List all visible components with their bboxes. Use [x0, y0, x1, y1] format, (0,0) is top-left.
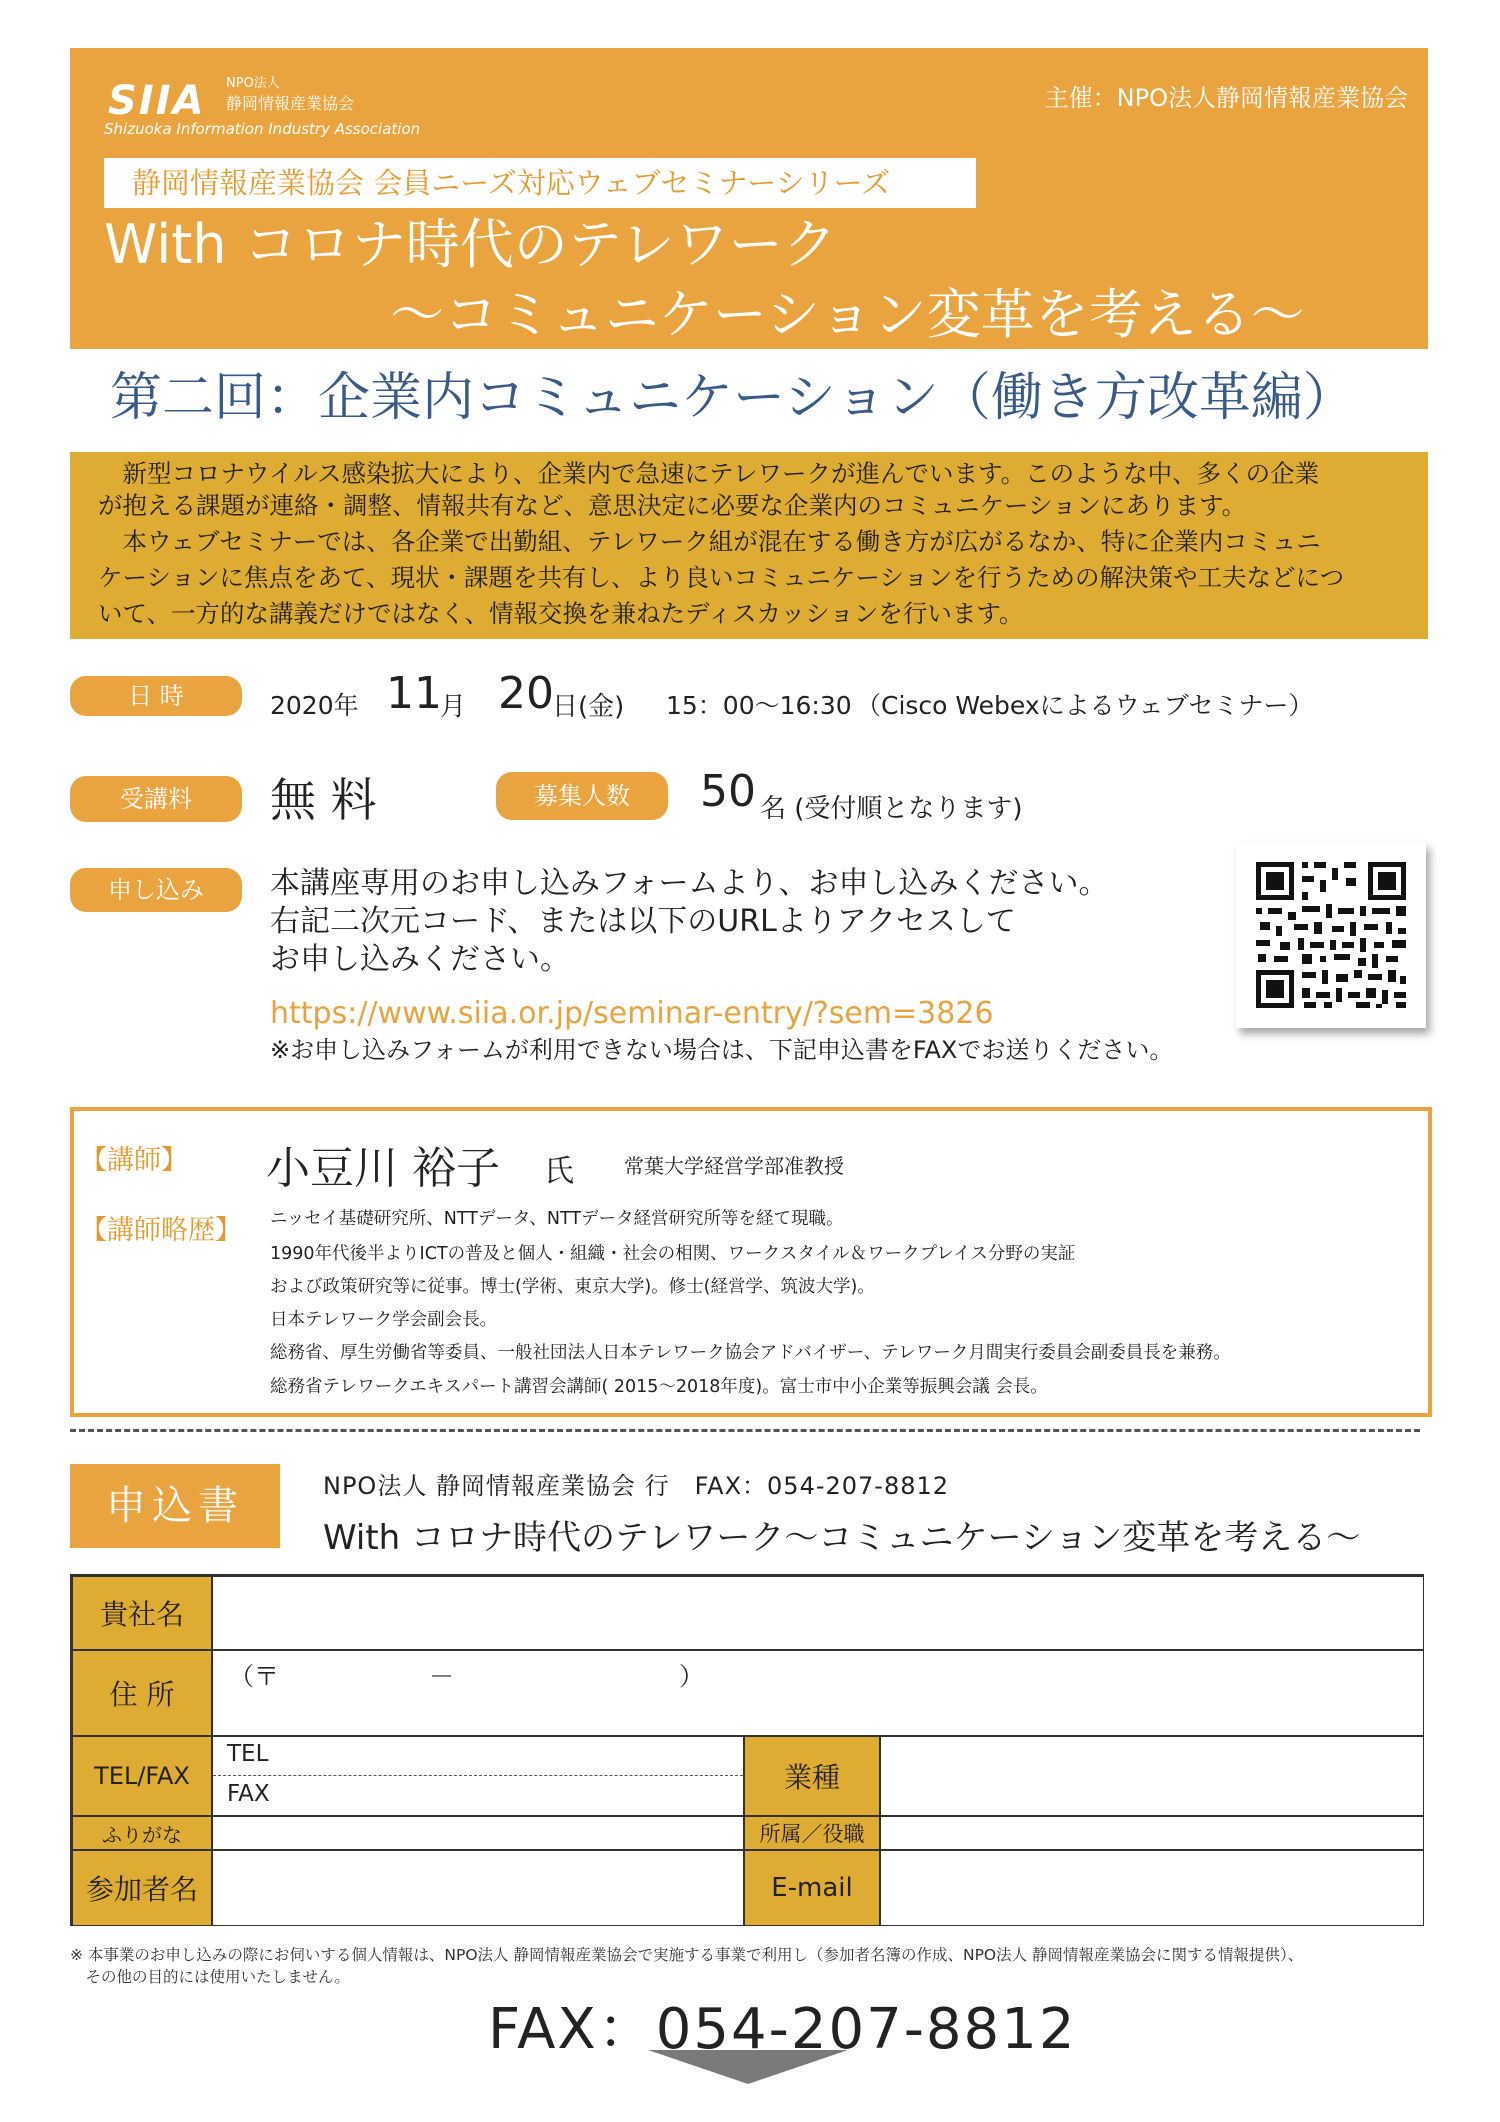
application-seminar-title: With コロナ時代のテレワーク～コミュニケーション変革を考える～ — [323, 1518, 1361, 1558]
lecturer-bio-line: 総務省、厚生労働省等委員、一般社団法人日本テレワーク協会アドバイザー、テレワーク月間実行委員会副委員長を兼務。 — [270, 1343, 1231, 1363]
dept-input[interactable] — [880, 1816, 1424, 1850]
postal-code-placeholder: （〒 － ） — [229, 1662, 705, 1691]
intro-text: 新型コロナウイルス感染拡大により、企業内で急速にテレワークが進んでいます。このような中、多くの企業 — [98, 459, 1320, 488]
apply-text: 右記二次元コード、または以下のURLよりアクセスして — [270, 904, 1016, 939]
lecturer-bio-line: ニッセイ基礎研究所、NTTデータ、NTTデータ経営研究所等を経て現職。 — [270, 1209, 844, 1229]
cut-line-divider — [70, 1429, 1420, 1432]
privacy-note-line: ※ 本事業のお申し込みの際にお伺いする個人情報は、NPO法人 静岡情報産業協会で実施する事業で利用し（参加者名簿の作成、NPO法人 静岡情報産業協会に関する情報提供）、 — [70, 1946, 1304, 1964]
lecturer-bio-line: 日本テレワーク学会副会長。 — [270, 1310, 498, 1330]
email-label: E-mail — [744, 1850, 880, 1926]
fee-label: 受講料 — [70, 776, 242, 822]
tel-label: TEL — [227, 1741, 269, 1767]
telfax-label: TEL/FAX — [72, 1736, 212, 1816]
application-recipient: NPO法人 静岡情報産業協会 行 FAX：054-207-8812 — [323, 1472, 950, 1500]
datetime-time: 15：00～16:30 — [666, 691, 852, 720]
apply-text: 本講座専用のお申し込みフォームより、お申し込みください。 — [270, 866, 1109, 901]
apply-text: お申し込みください。 — [270, 942, 570, 977]
capacity-suffix: 名 (受付順となります) — [760, 794, 1023, 824]
privacy-note-line: その他の目的には使用いたしません。 — [70, 1968, 350, 1986]
fee-value: 無 料 — [270, 773, 377, 827]
intro-text: いて、一方的な講義だけではなく、情報交換を兼ねたディスカッションを行います。 — [98, 599, 1024, 628]
down-arrow-icon — [648, 2050, 848, 2084]
intro-text: ケーションに焦点をあて、現状・課題を共有し、より良いコミュニケーションを行うための解決策や工夫などにつ — [98, 563, 1345, 592]
apply-label: 申し込み — [70, 868, 242, 912]
lecturer-name: 小豆川 裕子 — [266, 1143, 500, 1194]
application-form-table — [70, 1574, 1424, 1926]
organizer: 主催：NPO法人静岡情報産業協会 — [1044, 84, 1408, 112]
participant-label: 参加者名 — [72, 1850, 212, 1926]
main-title-line2: ～コミュニケーション変革を考える～ — [390, 283, 1305, 346]
lecturer-bio-line: 1990年代後半よりICTの普及と個人・組織・社会の相関、ワークスタイル＆ワークプレイス分野の実証 — [270, 1244, 1076, 1264]
furigana-label: ふりがな — [72, 1816, 212, 1850]
participant-input[interactable] — [212, 1850, 744, 1926]
address-label: 住 所 — [72, 1650, 212, 1736]
industry-input[interactable] — [880, 1736, 1424, 1816]
intro-box — [70, 452, 1428, 639]
lecturer-label: 【講師】 — [80, 1145, 188, 1176]
capacity-label: 募集人数 — [496, 772, 668, 820]
lecturer-affiliation: 常葉大学経営学部准教授 — [624, 1154, 844, 1178]
company-label: 貴社名 — [72, 1576, 212, 1650]
logo-english-name: Shizuoka Information Industry Association — [104, 120, 421, 138]
email-input[interactable] — [880, 1850, 1424, 1926]
address-input[interactable] — [212, 1650, 1424, 1736]
datetime-day-suffix: 日(金) — [552, 692, 625, 722]
dept-label: 所属／役職 — [744, 1816, 880, 1850]
logo-org-name: 静岡情報産業協会 — [226, 94, 355, 113]
logo-npo-text: NPO法人 — [226, 76, 280, 91]
industry-label: 業種 — [744, 1736, 880, 1816]
datetime-month: 11 — [386, 668, 442, 719]
datetime-year: 2020年 — [270, 691, 359, 720]
intro-text: 本ウェブセミナーでは、各企業で出勤組、テレワーク組が混在する働き方が広がるなか、特に企業内コミュニ — [98, 527, 1321, 556]
main-title-line1: With コロナ時代のテレワーク — [104, 213, 837, 276]
datetime-month-suffix: 月 — [440, 692, 467, 722]
datetime-day: 20 — [498, 668, 554, 719]
furigana-input[interactable] — [212, 1816, 744, 1850]
datetime-platform: （Cisco Webexによるウェブセミナー） — [856, 691, 1314, 720]
fax-label: FAX — [227, 1781, 270, 1807]
telfax-input[interactable] — [212, 1736, 744, 1816]
session-title: 第二回：企業内コミュニケーション（働き方改革編） — [110, 368, 1355, 428]
qr-code[interactable] — [1236, 842, 1426, 1028]
lecturer-bio-line: および政策研究等に従事。博士(学術、東京大学)。修士(経営学、筑波大学)。 — [270, 1277, 875, 1297]
qr-code-icon — [1236, 842, 1426, 1028]
tel-fax-divider — [213, 1775, 743, 1776]
fax-note: ※お申し込みフォームが利用できない場合は、下記申込書をFAXでお送りください。 — [270, 1036, 1174, 1064]
company-input[interactable] — [212, 1576, 1424, 1650]
siia-logo: SIIA — [108, 78, 206, 124]
lecturer-bio-line: 総務省テレワークエキスパート講習会講師( 2015～2018年度)。富士市中小企業等振興会議 会長。 — [270, 1377, 1048, 1397]
application-url-link[interactable]: https://www.siia.or.jp/seminar-entry/?sem=3826 — [270, 996, 994, 1031]
application-form-label: 申込書 — [70, 1464, 280, 1548]
capacity-number: 50 — [700, 766, 756, 817]
intro-text: が抱える課題が連絡・調整、情報共有など、意思決定に必要な企業内のコミュニケーションにあります。 — [98, 491, 1247, 520]
lecturer-bio-label: 【講師略歴】 — [80, 1215, 242, 1246]
fax-number: FAX：054-207-8812 — [488, 1997, 1077, 2062]
series-label: 静岡情報産業協会 会員ニーズ対応ウェブセミナーシリーズ — [132, 166, 891, 200]
lecturer-honorific: 氏 — [544, 1154, 574, 1189]
datetime-label: 日 時 — [70, 676, 242, 716]
privacy-note — [70, 1944, 1450, 1988]
